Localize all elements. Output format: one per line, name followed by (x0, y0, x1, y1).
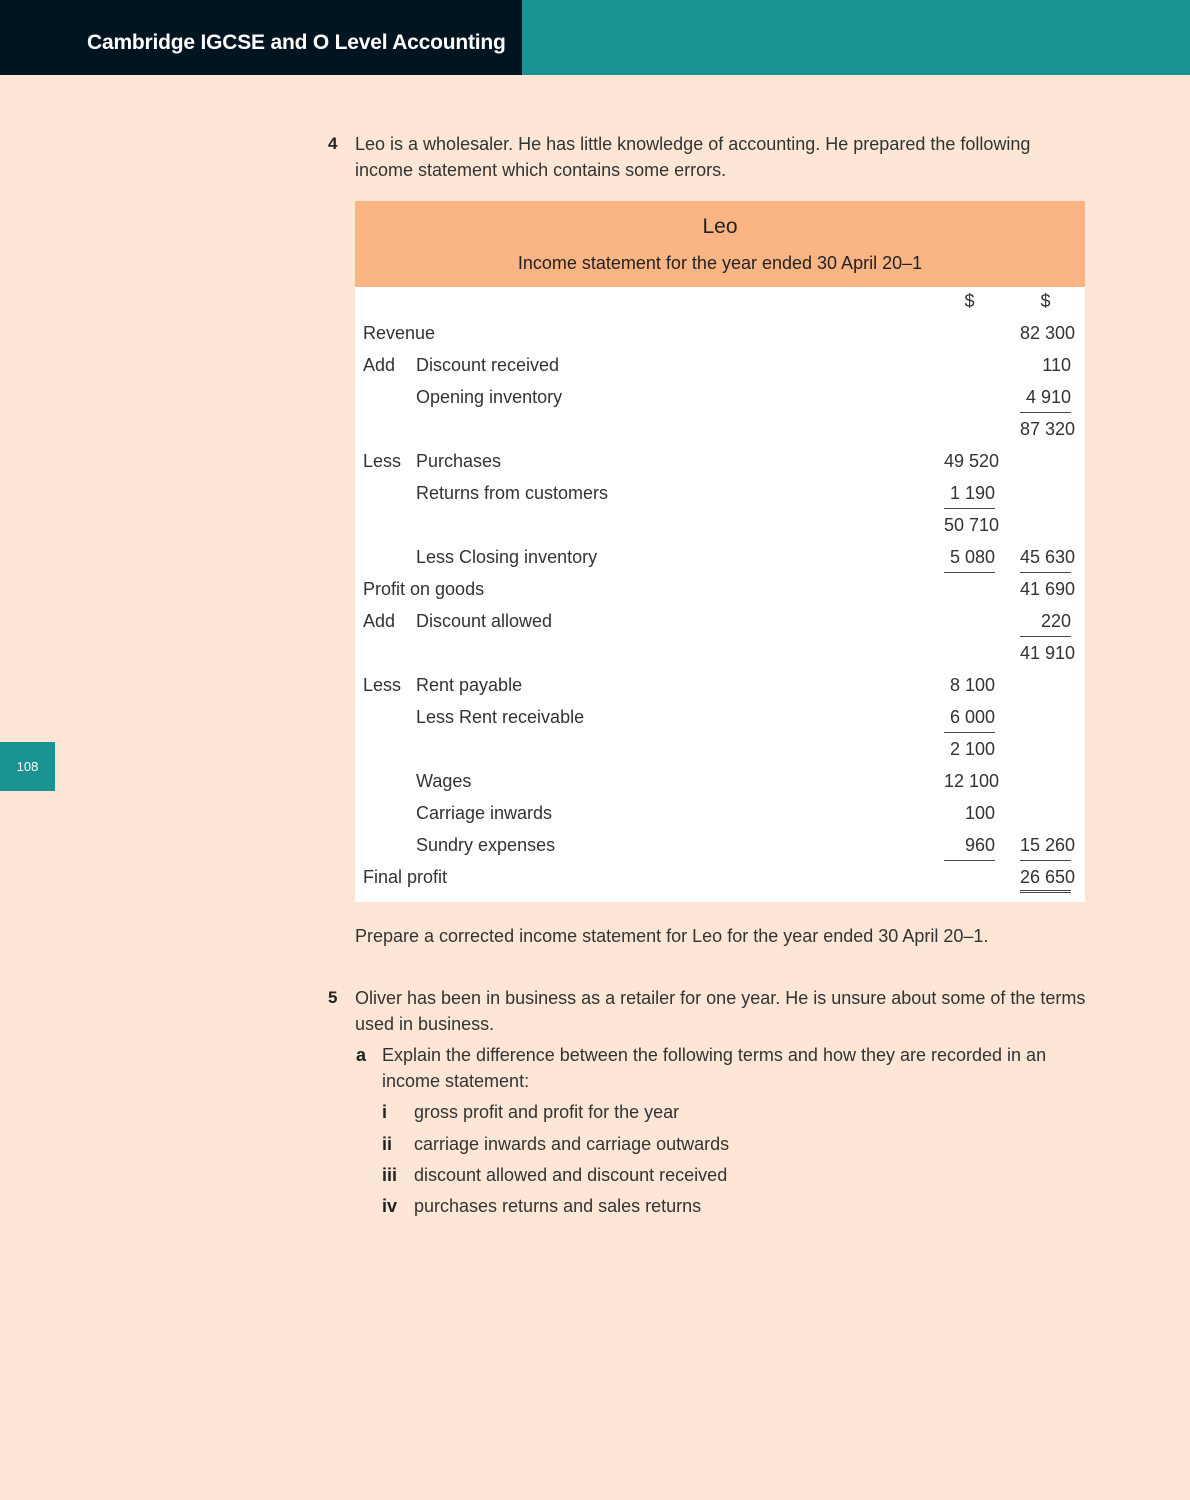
amount-column-b (1020, 515, 1071, 541)
amount-column-a (944, 419, 995, 445)
amount-column-a (944, 355, 995, 381)
statement-row (355, 863, 1085, 895)
amount-column-b: 4 910 (1020, 387, 1071, 413)
part-a-letter: a (356, 1045, 367, 1065)
statement-row (355, 511, 1085, 543)
amount-column-a (944, 323, 995, 349)
amount-column-a (944, 867, 995, 893)
statement-row (355, 799, 1085, 831)
row-label: Add (363, 355, 396, 375)
statement-row (355, 479, 1085, 511)
statement-row (355, 639, 1085, 671)
statement-row (355, 575, 1085, 607)
row-label: Add (363, 611, 396, 631)
amount-column-a (944, 387, 995, 413)
amount-column-b: 26 650 (1020, 867, 1071, 893)
amount-column-a: 50 710 (944, 515, 1000, 535)
question-5-intro-line-1: Oliver has been in business as a retailer for one year. He is unsure about some of the terms (355, 988, 1086, 1008)
item-text: discount allowed and discount received (414, 1165, 728, 1185)
row-description: Wages (416, 771, 472, 791)
amount-column-b (1020, 483, 1071, 509)
row-label: Profit on goods (363, 579, 485, 599)
amount-column-a: 960 (944, 835, 995, 861)
amount-column-a: 6 000 (944, 707, 995, 733)
statement-row (355, 319, 1085, 351)
row-label: Final profit (363, 867, 448, 887)
amount-column-b: 41 690 (1020, 579, 1076, 599)
statement-row (355, 543, 1085, 575)
row-description: Less Rent receivable (416, 707, 585, 727)
amount-column-a: 5 080 (944, 547, 995, 573)
amount-column-a: 100 (964, 803, 995, 823)
amount-column-a (944, 611, 995, 637)
page-number: 108 (0, 742, 55, 791)
amount-column-b (1020, 803, 1071, 829)
row-label: Less (363, 451, 402, 471)
amount-column-b: 220 (1020, 611, 1071, 637)
income-statement-header (355, 201, 1085, 287)
part-a-line-1: Explain the difference between the following terms and how they are recorded in an (382, 1045, 1047, 1065)
amount-column-a: 8 100 (949, 675, 995, 695)
currency-column-b: $ (1040, 291, 1051, 311)
question-5-number: 5 (328, 988, 338, 1007)
amount-column-b: 15 260 (1020, 835, 1071, 861)
part-a-line-2: income statement: (382, 1071, 530, 1091)
statement-business-name: Leo (702, 215, 738, 238)
row-description: Returns from customers (416, 483, 609, 503)
statement-row (355, 415, 1085, 447)
book-title: Cambridge IGCSE and O Level Accounting (87, 31, 506, 54)
amount-column-b: 82 300 (1020, 323, 1076, 343)
row-description: Discount received (416, 355, 560, 375)
question-4-intro (355, 131, 1030, 183)
item-numeral: i (382, 1102, 388, 1122)
currency-column-a: $ (964, 291, 975, 311)
amount-column-b (1020, 739, 1071, 765)
statement-row (355, 703, 1085, 735)
amount-column-a (944, 579, 995, 605)
income-statement (355, 201, 1085, 902)
header-accent-bar (522, 0, 1190, 75)
row-description: Sundry expenses (416, 835, 556, 855)
amount-column-a (944, 643, 995, 669)
amount-column-b: 45 630 (1020, 547, 1071, 573)
row-description: Rent payable (416, 675, 523, 695)
statement-row (355, 671, 1085, 703)
amount-column-b (1020, 675, 1071, 701)
currency-row (355, 287, 1085, 319)
statement-row (355, 383, 1085, 415)
amount-column-a: 1 190 (944, 483, 995, 509)
item-text: carriage inwards and carriage outwards (414, 1134, 730, 1154)
statement-row (355, 735, 1085, 767)
row-description: Purchases (416, 451, 502, 471)
statement-row (355, 767, 1085, 799)
question-5-intro-line-2: used in business. (355, 1014, 495, 1034)
row-description: Opening inventory (416, 387, 563, 407)
question-4-intro-line-2: income statement which contains some errors. (355, 160, 727, 180)
item-numeral: iv (382, 1196, 398, 1216)
item-text: gross profit and profit for the year (414, 1102, 680, 1122)
amount-column-b (1020, 451, 1071, 477)
statement-title: Income statement for the year ended 30 April 20–1 (517, 253, 923, 273)
question-5-intro (355, 985, 1085, 1037)
amount-column-b: 41 910 (1020, 643, 1076, 663)
amount-column-a: 12 100 (944, 771, 1000, 791)
amount-column-b (1020, 771, 1071, 797)
item-text: purchases returns and sales returns (414, 1196, 702, 1216)
row-description: Discount allowed (416, 611, 553, 631)
amount-column-b: 110 (1042, 355, 1071, 375)
question-4-instruction: Prepare a corrected income statement for Leo for the year ended 30 April 20–1. (355, 926, 989, 946)
amount-column-b: 87 320 (1020, 419, 1076, 439)
row-label: Revenue (363, 323, 436, 343)
row-label: Less (363, 675, 402, 695)
part-a-text (382, 1042, 1046, 1094)
amount-column-b (1020, 707, 1071, 733)
statement-row (355, 831, 1085, 863)
question-4-number: 4 (328, 134, 338, 153)
row-description: Carriage inwards (416, 803, 553, 823)
statement-row (355, 351, 1085, 383)
amount-column-a: 49 520 (944, 451, 1000, 471)
statement-row (355, 607, 1085, 639)
amount-column-a: 2 100 (949, 739, 995, 759)
item-numeral: iii (382, 1165, 398, 1185)
item-numeral: ii (382, 1134, 393, 1154)
row-description: Less Closing inventory (416, 547, 598, 567)
question-4-intro-line-1: Leo is a wholesaler. He has little knowledge of accounting. He prepared the following (355, 134, 1031, 154)
statement-row (355, 447, 1085, 479)
